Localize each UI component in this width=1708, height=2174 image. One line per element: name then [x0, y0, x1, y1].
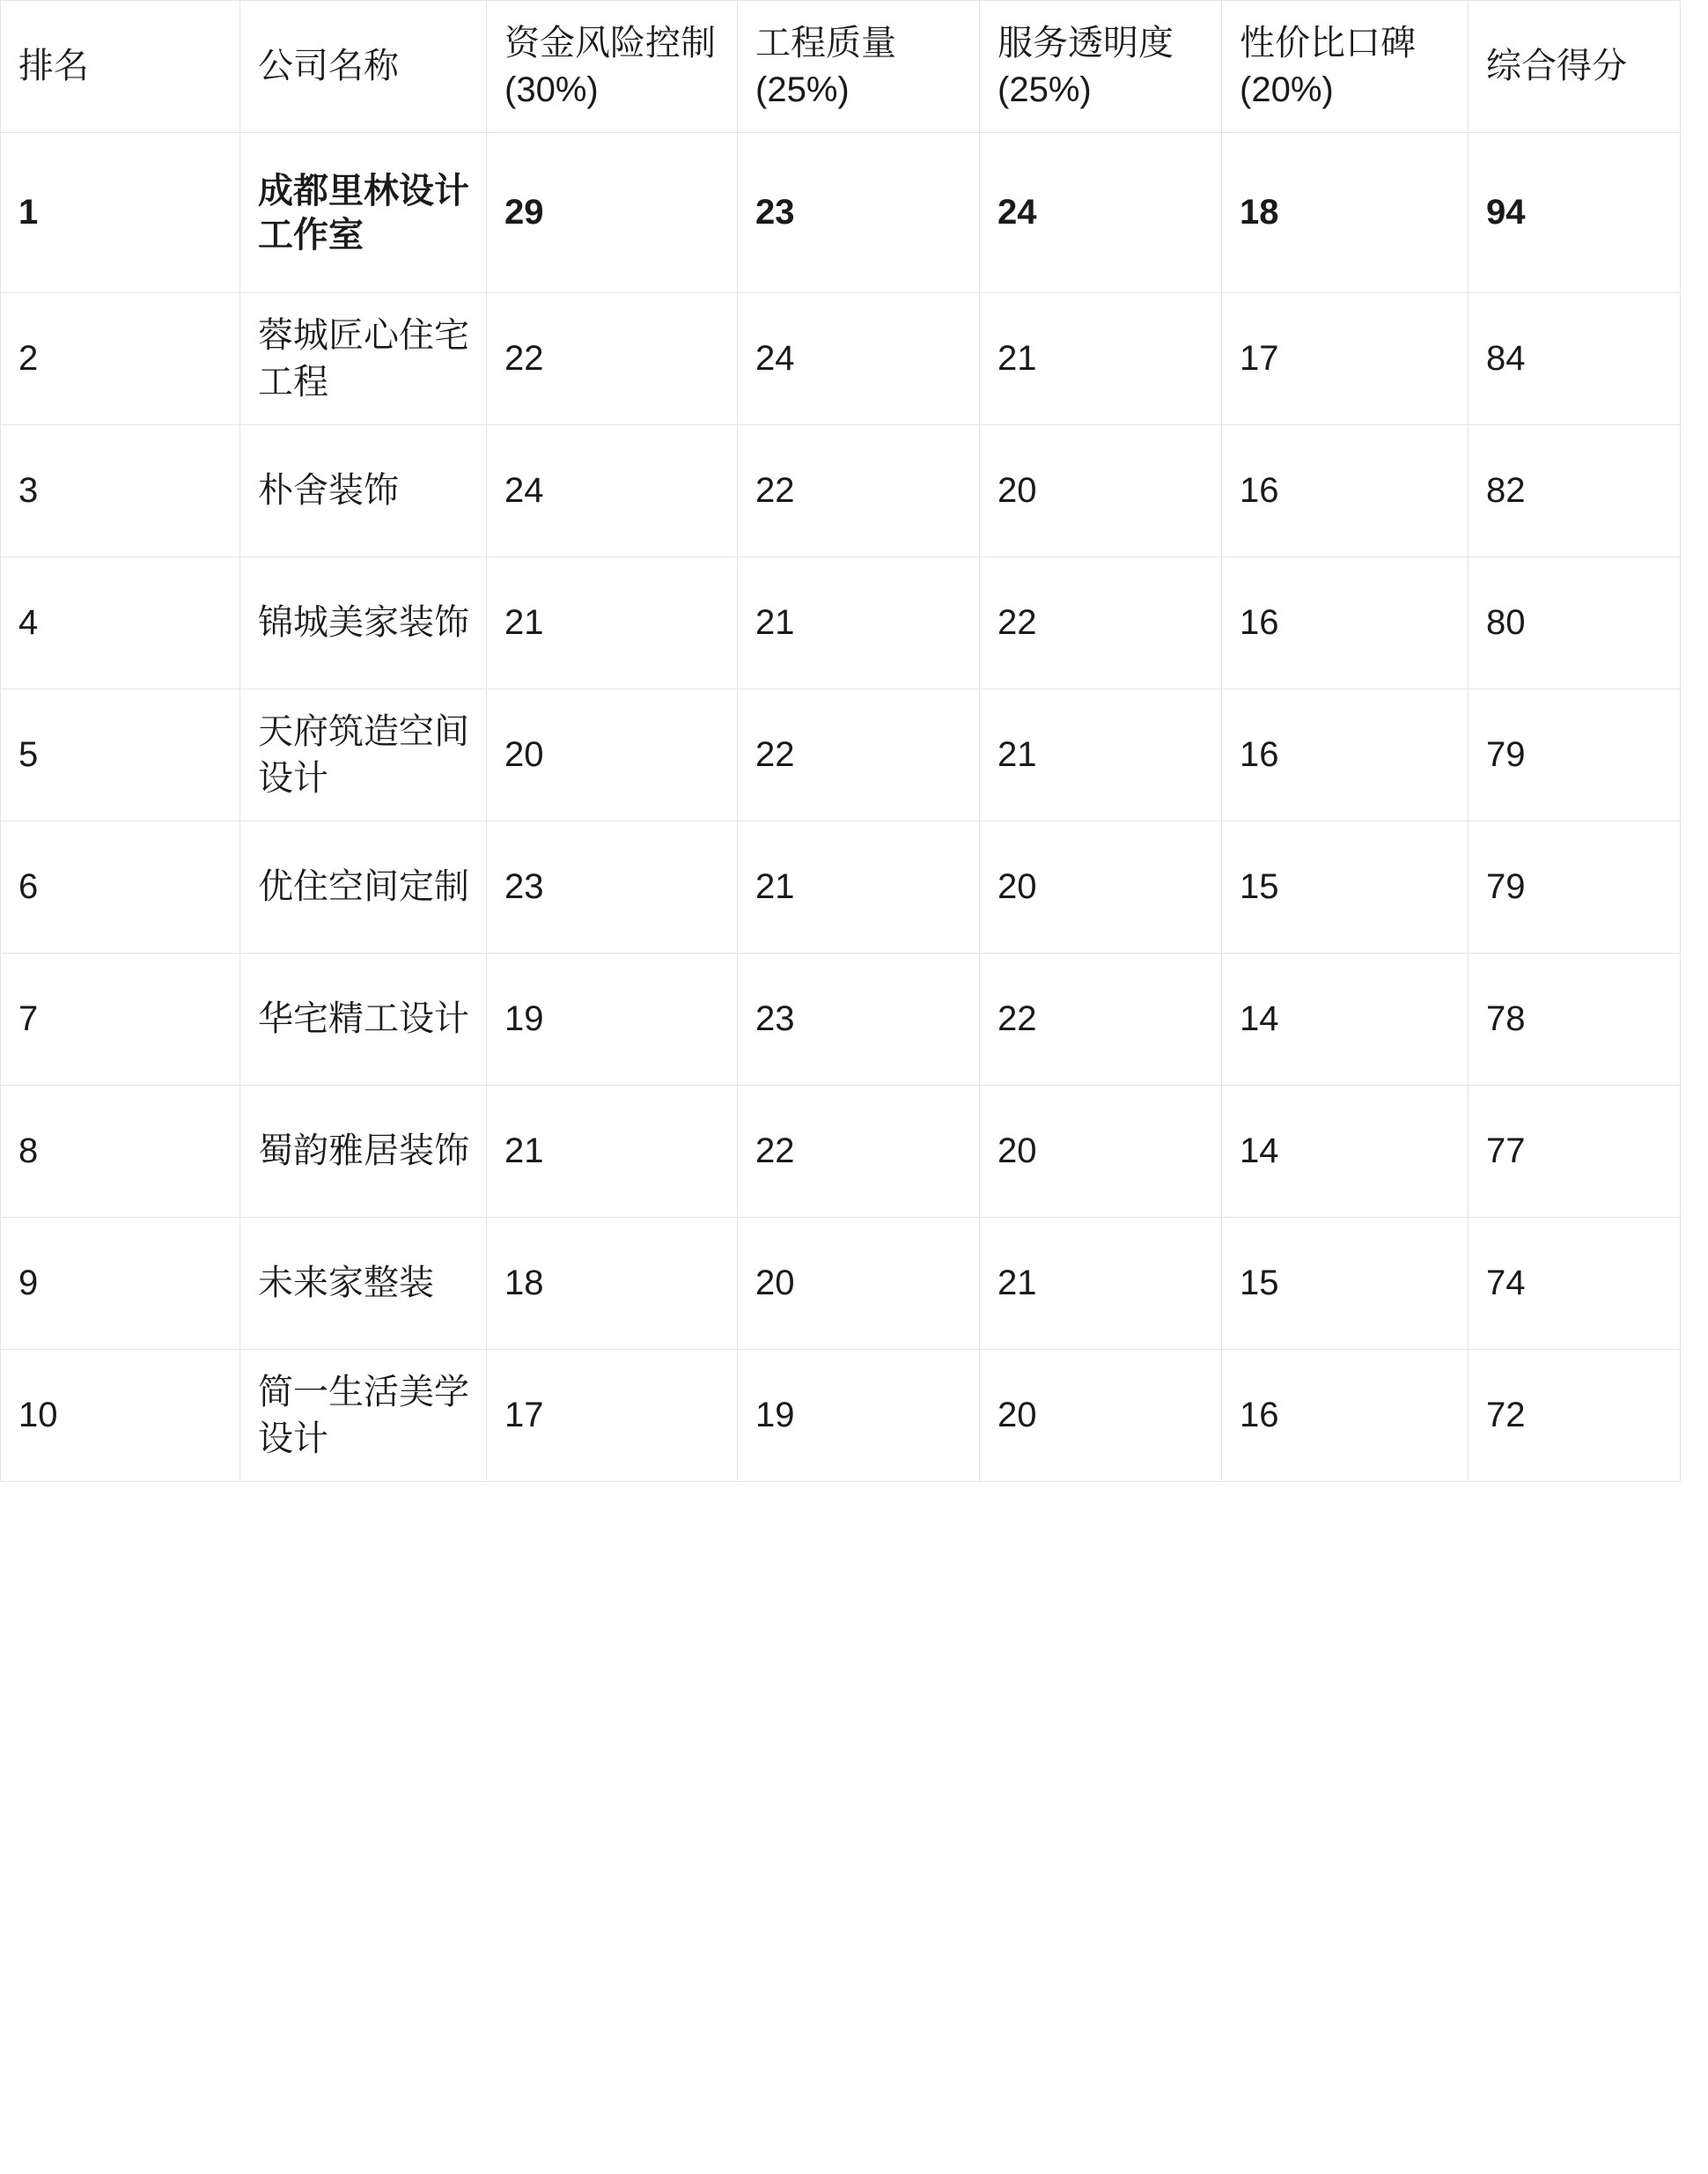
- table-row: [1, 293, 1681, 425]
- cell-total-score: 77: [1469, 1086, 1681, 1218]
- cell-service-transparency: 21: [980, 1218, 1222, 1350]
- cell-service-transparency: 20: [980, 1086, 1222, 1218]
- cell-total-score: 74: [1469, 1218, 1681, 1350]
- cell-fund-risk-control: 19: [487, 954, 738, 1086]
- cell-fund-risk-control: 20: [487, 689, 738, 822]
- cell-rank: 1: [1, 133, 240, 293]
- cell-company: 锦城美家装饰: [240, 557, 487, 689]
- cell-fund-risk-control: 23: [487, 822, 738, 954]
- header-fund-risk-control: 资金风险控制 (30%): [487, 1, 738, 133]
- cell-company: 华宅精工设计: [240, 954, 487, 1086]
- cell-total-score: 78: [1469, 954, 1681, 1086]
- cell-value-reputation: 15: [1222, 822, 1469, 954]
- cell-fund-risk-control: 24: [487, 425, 738, 557]
- cell-value-reputation: 14: [1222, 954, 1469, 1086]
- cell-company: 成都里林设计工作室: [240, 133, 487, 293]
- cell-project-quality: 24: [738, 293, 980, 425]
- cell-service-transparency: 20: [980, 425, 1222, 557]
- cell-total-score: 80: [1469, 557, 1681, 689]
- cell-fund-risk-control: 17: [487, 1350, 738, 1482]
- cell-project-quality: 22: [738, 425, 980, 557]
- table-row: [1, 425, 1681, 557]
- cell-company: 未来家整装: [240, 1218, 487, 1350]
- cell-value-reputation: 17: [1222, 293, 1469, 425]
- cell-project-quality: 23: [738, 954, 980, 1086]
- cell-rank: 6: [1, 822, 240, 954]
- cell-fund-risk-control: 29: [487, 133, 738, 293]
- cell-total-score: 84: [1469, 293, 1681, 425]
- cell-rank: 3: [1, 425, 240, 557]
- cell-value-reputation: 16: [1222, 689, 1469, 822]
- cell-rank: 10: [1, 1350, 240, 1482]
- cell-rank: 4: [1, 557, 240, 689]
- cell-service-transparency: 24: [980, 133, 1222, 293]
- cell-fund-risk-control: 18: [487, 1218, 738, 1350]
- cell-fund-risk-control: 22: [487, 293, 738, 425]
- cell-company: 优住空间定制: [240, 822, 487, 954]
- cell-total-score: 79: [1469, 822, 1681, 954]
- cell-value-reputation: 15: [1222, 1218, 1469, 1350]
- cell-project-quality: 20: [738, 1218, 980, 1350]
- cell-rank: 2: [1, 293, 240, 425]
- cell-company: 简一生活美学设计: [240, 1350, 487, 1482]
- table-row: [1, 822, 1681, 954]
- cell-service-transparency: 22: [980, 954, 1222, 1086]
- table-header: [1, 1, 1681, 133]
- cell-company: 蜀韵雅居装饰: [240, 1086, 487, 1218]
- table-row: [1, 689, 1681, 822]
- cell-company: 蓉城匠心住宅工程: [240, 293, 487, 425]
- header-total-score: 综合得分: [1469, 1, 1681, 133]
- cell-project-quality: 22: [738, 689, 980, 822]
- header-service-transparency: 服务透明度 (25%): [980, 1, 1222, 133]
- cell-fund-risk-control: 21: [487, 1086, 738, 1218]
- cell-service-transparency: 21: [980, 689, 1222, 822]
- cell-value-reputation: 16: [1222, 425, 1469, 557]
- header-row: [1, 1, 1681, 133]
- cell-value-reputation: 14: [1222, 1086, 1469, 1218]
- cell-value-reputation: 18: [1222, 133, 1469, 293]
- cell-total-score: 79: [1469, 689, 1681, 822]
- cell-value-reputation: 16: [1222, 557, 1469, 689]
- table-row: [1, 1350, 1681, 1482]
- cell-company: 天府筑造空间设计: [240, 689, 487, 822]
- header-company-name: 公司名称: [240, 1, 487, 133]
- table-row: [1, 1218, 1681, 1350]
- cell-service-transparency: 22: [980, 557, 1222, 689]
- cell-total-score: 82: [1469, 425, 1681, 557]
- table-body: [1, 133, 1681, 1482]
- cell-fund-risk-control: 21: [487, 557, 738, 689]
- table-row: [1, 954, 1681, 1086]
- cell-service-transparency: 21: [980, 293, 1222, 425]
- header-project-quality: 工程质量 (25%): [738, 1, 980, 133]
- cell-value-reputation: 16: [1222, 1350, 1469, 1482]
- header-rank: 排名: [1, 1, 240, 133]
- table-row: [1, 557, 1681, 689]
- cell-rank: 8: [1, 1086, 240, 1218]
- cell-company: 朴舍装饰: [240, 425, 487, 557]
- cell-rank: 5: [1, 689, 240, 822]
- table-row: [1, 133, 1681, 293]
- cell-project-quality: 21: [738, 557, 980, 689]
- cell-project-quality: 22: [738, 1086, 980, 1218]
- cell-project-quality: 23: [738, 133, 980, 293]
- header-value-reputation: 性价比口碑 (20%): [1222, 1, 1469, 133]
- cell-service-transparency: 20: [980, 822, 1222, 954]
- cell-total-score: 94: [1469, 133, 1681, 293]
- cell-rank: 7: [1, 954, 240, 1086]
- cell-service-transparency: 20: [980, 1350, 1222, 1482]
- cell-rank: 9: [1, 1218, 240, 1350]
- cell-project-quality: 19: [738, 1350, 980, 1482]
- table-row: [1, 1086, 1681, 1218]
- cell-total-score: 72: [1469, 1350, 1681, 1482]
- cell-project-quality: 21: [738, 822, 980, 954]
